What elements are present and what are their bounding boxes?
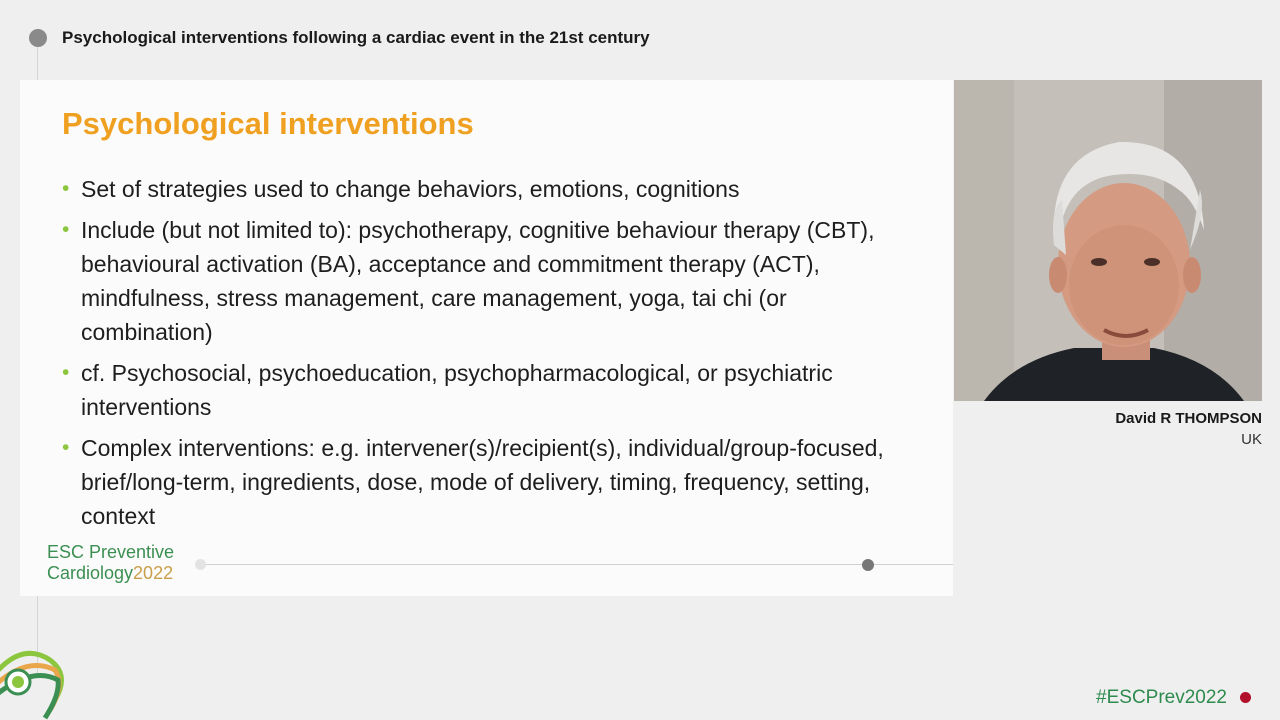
bullet-item	[62, 213, 892, 349]
slide-title: Psychological interventions	[62, 106, 474, 141]
logo-word: Cardiology	[47, 563, 134, 583]
esc-logo	[47, 542, 174, 584]
logo-year: 2022	[133, 563, 174, 583]
speaker-country: UK	[1241, 431, 1262, 448]
bullet-text: Include (but not limited to): psychotherapy, cognitive behaviour therapy (CBT), behavioural activation (BA), acceptance and commitment therapy (ACT), mindfulness, stress management, care management, yoga, tai chi (or combination)	[81, 217, 875, 345]
bullet-text: Set of strategies used to change behaviors, emotions, cognitions	[81, 176, 740, 202]
speaker-name: David R THOMPSON	[1115, 410, 1262, 427]
bullet-item	[62, 356, 892, 424]
hashtag-dot-icon	[1240, 692, 1251, 703]
bullet-dot-icon: •	[62, 361, 70, 384]
slide	[20, 80, 953, 596]
session-title: Psychological interventions following a cardiac event in the 21st century	[62, 28, 650, 47]
bullet-dot-icon: •	[62, 177, 70, 200]
bullet-text: Complex interventions: e.g. intervener(s)/recipient(s), individual/group-focused, brief/long-term, ingredients, dose, mode of delivery, timing, frequency, setting, context	[81, 435, 884, 529]
slide-dot-left-icon	[195, 559, 206, 570]
bullet-text: cf. Psychosocial, psychoeducation, psychopharmacological, or psychiatric interventions	[81, 360, 833, 420]
bullet-list	[62, 172, 892, 540]
header-dot-icon	[29, 29, 47, 47]
logo-line-2	[47, 563, 174, 584]
esc-swirl-logo-icon	[0, 640, 70, 720]
bullet-item	[62, 431, 892, 533]
bullet-item	[62, 172, 892, 206]
bullet-dot-icon: •	[62, 218, 70, 241]
speaker-portrait-icon	[954, 80, 1262, 401]
bullet-dot-icon: •	[62, 436, 70, 459]
speaker-video	[954, 80, 1262, 401]
logo-line-1: ESC Preventive	[47, 542, 175, 562]
slide-dot-right-icon	[862, 559, 874, 571]
hashtag: #ESCPrev2022	[1096, 687, 1227, 708]
slide-divider	[200, 564, 953, 565]
